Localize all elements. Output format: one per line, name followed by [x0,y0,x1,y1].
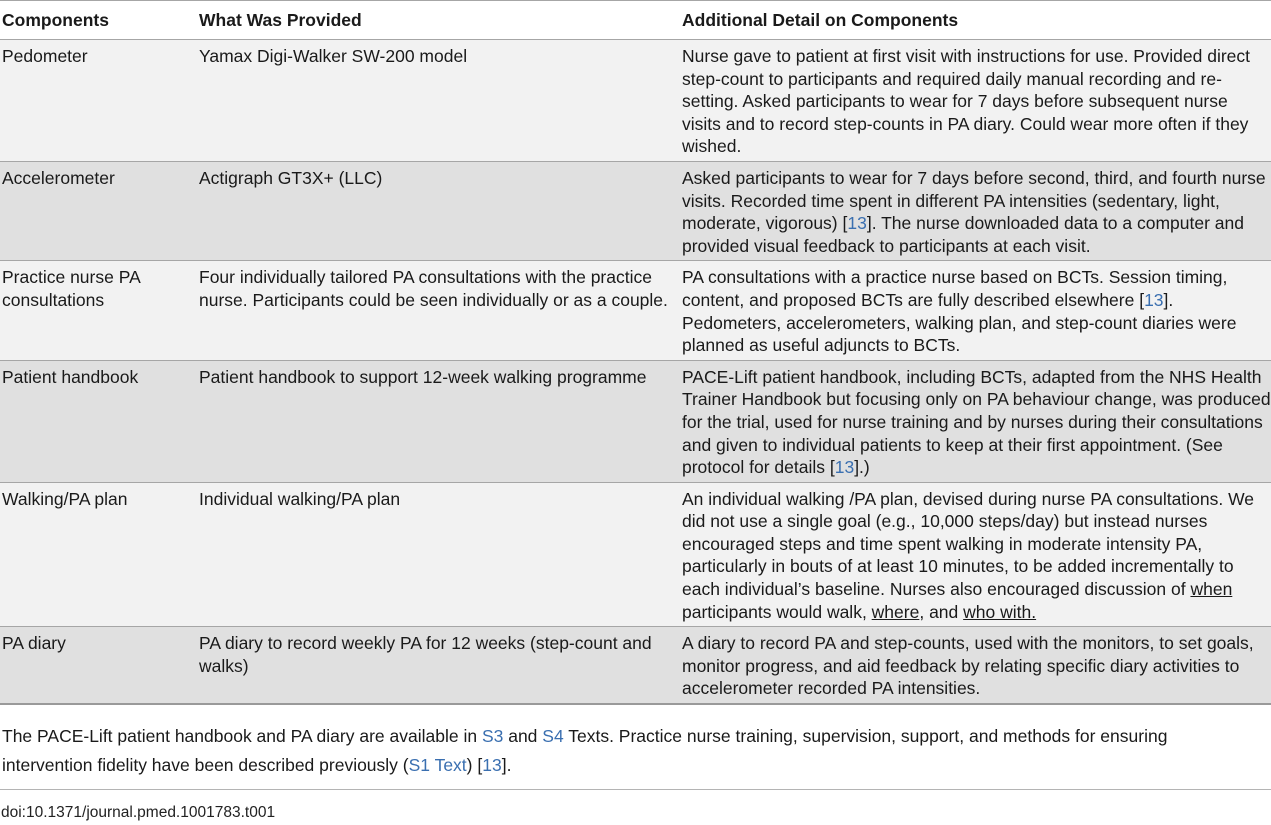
underlined-text: where [871,601,920,622]
cell-component: Patient handbook [2,366,139,387]
cell-provided: Four individually tailored PA consultations with the practice nurse. Participants could be seen individually or as a couple. [199,267,668,310]
cell-component: Walking/PA plan [2,488,128,509]
detail-text: An individual walking /PA plan, devised during nurse PA consultations. We did not use a single goal (e.g., 10,000 steps/day) but instead nurses encouraged steps and time spent walking in moderate intensity PA, particularly in bouts of at least 10 minutes, to be added incrementally to each individual’s baseline. Nurses also encouraged discussion of [682,488,1255,600]
cell-provided: Patient handbook to support 12-week walking programme [199,366,647,387]
header-what-was-provided: What Was Provided [199,10,362,30]
reference-link[interactable]: 13 [1144,289,1164,310]
detail-text: ]. Pedometers, accelerometers, walking plan, and step-count diaries were planned as useful adjuncts to BCTs. [682,289,1237,356]
table-row [0,360,1271,482]
cell-provided: Yamax Digi-Walker SW-200 model [199,46,468,66]
detail-text: , and [919,601,964,622]
cell-component: PA diary [2,633,66,654]
detail-text: ].) [854,457,870,478]
doi-label: doi:10.1371/journal.pmed.1001783.t001 [1,804,276,822]
footnote-text: and [503,726,543,747]
table-header-row [0,1,1271,40]
detail-text: ]. The nurse downloaded data to a computer and provided visual feedback to participants at each visit. [682,213,1244,256]
underlined-text: when [1190,579,1233,600]
s3-link[interactable]: S3 [481,726,504,747]
cell-provided: Actigraph GT3X+ (LLC) [199,167,383,188]
footnote-text: ) [ [466,755,483,776]
header-additional-detail: Additional Detail on Components [682,10,959,30]
table-row [0,40,1271,162]
detail-text: PACE-Lift patient handbook, including BCTs, adapted from the NHS Health Trainer Handbook but focusing only on PA behaviour change, was produced for the trial, used for nurse training and by nurses during their consultations and given to individual patients to keep at their first appointment. (See protocol for details [ [682,366,1271,478]
reference-link[interactable]: 13 [847,213,867,234]
cell-component: Pedometer [2,46,88,66]
reference-link[interactable]: 13 [482,755,502,776]
table-row [0,261,1271,360]
s1-text-link[interactable]: S1 Text [408,755,467,776]
cell-detail: A diary to record PA and step-counts, used with the monitors, to set goals, monitor progress, and aid feedback by relating specific diary activities to accelerometer recorded PA intensities. [682,633,1254,699]
footnote-text: ]. [501,755,512,776]
cell-detail: Nurse gave to patient at first visit with instructions for use. Provided direct step-count to participants and required daily manual recording and re-setting. Asked participants to wear for 7 days before subsequent nurse visits and to record step-counts in PA diary. Could wear more often if they wished. [682,46,1251,157]
cell-detail [682,482,1271,627]
cell-component: Accelerometer [2,167,115,188]
header-components: Components [2,10,109,30]
footnote-text: Texts. Practice nurse training, supervision, support, and methods for ensuring intervention fidelity have been described previously ( [2,726,1168,776]
detail-text: Asked participants to wear for 7 days before second, third, and fourth nurse visits. Recorded time spent in different PA intensities (sedentary, light, moderate, vigorous) [ [682,167,1266,234]
detail-text: participants would walk, [682,601,872,622]
cell-provided: PA diary to record weekly PA for 12 weeks (step-count and walks) [199,633,652,676]
detail-text: PA consultations with a practice nurse based on BCTs. Session timing, content, and proposed BCTs are fully described elsewhere [ [682,267,1228,310]
cell-detail [682,360,1271,482]
footnote-text: The PACE-Lift patient handbook and PA diary are available in [2,726,482,747]
table-row [0,627,1271,704]
table-row [0,482,1271,627]
table-footnote [0,722,1262,780]
s4-link[interactable]: S4 [542,726,564,747]
reference-link[interactable]: 13 [834,457,855,478]
table-row [0,161,1271,260]
cell-component: Practice nurse PA consultations [2,267,140,310]
cell-detail [682,161,1271,260]
cell-provided: Individual walking/PA plan [199,488,401,509]
cell-detail [682,261,1271,360]
underlined-text: who with. [963,601,1037,622]
